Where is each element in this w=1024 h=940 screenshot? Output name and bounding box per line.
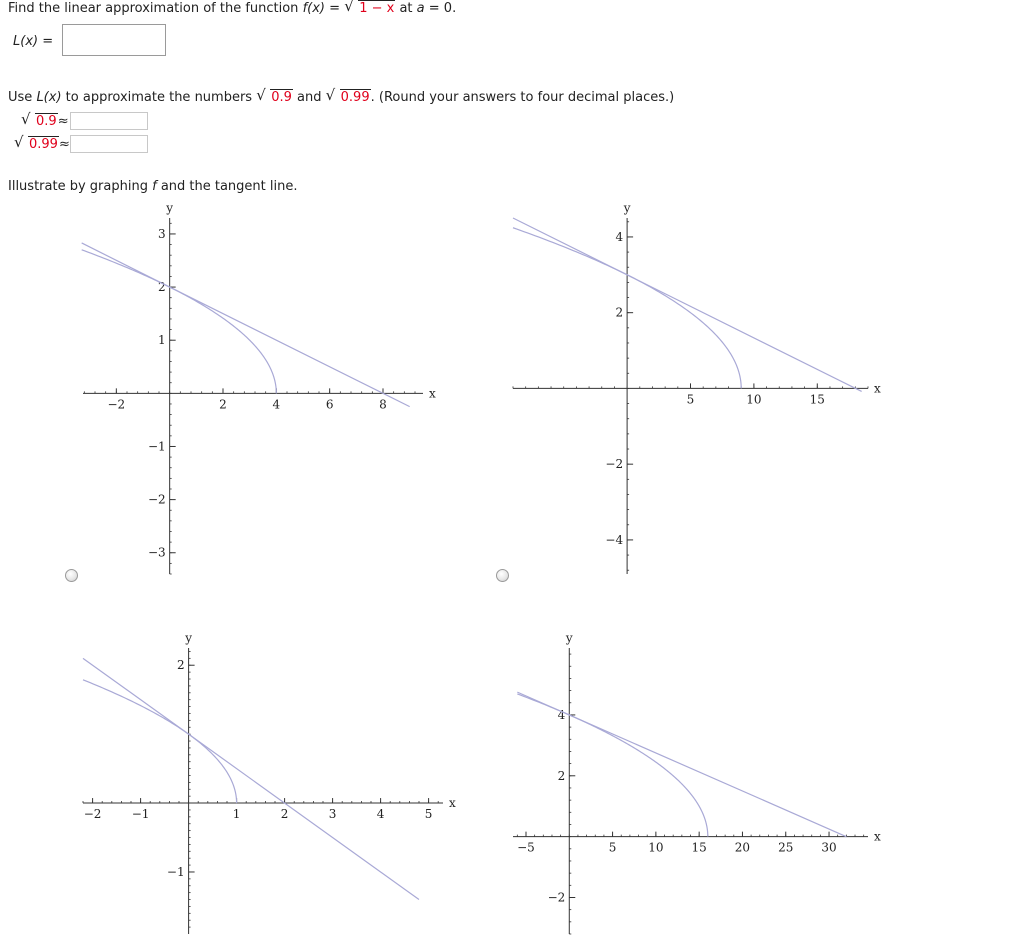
- x-tick-label: −1: [131, 807, 150, 822]
- use-num-1: 0.9: [271, 90, 292, 105]
- x-tick-label: −5: [517, 840, 535, 855]
- approx-radicand-2: 0.99: [29, 137, 58, 152]
- use-sqrt-2: √ 0.99: [325, 86, 370, 105]
- approx-input-1[interactable]: [70, 112, 148, 130]
- y-tick-label: 2: [615, 305, 624, 320]
- y-axis-label: y: [166, 201, 174, 215]
- equals-sign: =: [329, 1, 341, 16]
- y-tick-label: 1: [158, 333, 166, 348]
- x-tick-label: 4: [376, 807, 385, 822]
- x-tick-label: 6: [325, 397, 334, 412]
- question-line: [8, 0, 456, 16]
- tangent-line: [83, 658, 419, 899]
- use-sqrt-1: √ 0.9: [256, 86, 292, 105]
- approx-input-2[interactable]: [70, 135, 148, 153]
- y-tick-label: −1: [166, 864, 185, 879]
- function-curve: [517, 694, 707, 837]
- y-axis-label: y: [565, 631, 573, 645]
- use-suffix: . (Round your answers to four decimal places.): [370, 90, 675, 105]
- lx-label-row: [13, 34, 53, 49]
- function-curve: [83, 680, 237, 803]
- y-tick-label: 2: [158, 280, 166, 295]
- lx-label: L(x): [13, 34, 39, 49]
- use-prefix: Use: [8, 90, 33, 105]
- x-tick-label: 8: [379, 397, 387, 412]
- x-axis-label: x: [429, 386, 436, 401]
- x-tick-label: −2: [107, 397, 126, 412]
- y-tick-label: −1: [147, 439, 166, 454]
- graph-option-4: [505, 628, 890, 940]
- function-radicand: 1 − x: [359, 1, 395, 16]
- illustrate-f: f: [152, 179, 157, 194]
- x-tick-label: −2: [83, 807, 102, 822]
- x-tick-label: 25: [778, 840, 794, 855]
- x-tick-label: 2: [280, 807, 289, 822]
- y-tick-label: −4: [605, 532, 624, 547]
- use-num-2: 0.99: [340, 90, 370, 105]
- tangent-line: [82, 243, 410, 407]
- y-tick-label: 4: [557, 707, 566, 722]
- y-tick-label: −3: [147, 545, 166, 560]
- x-axis-label: x: [874, 829, 881, 844]
- y-tick-label: −2: [147, 492, 166, 507]
- approx-row-1: [21, 110, 69, 129]
- use-lx: L(x): [36, 90, 62, 105]
- illustrate-text-2: and the tangent line.: [160, 179, 298, 194]
- y-axis-label: y: [185, 631, 192, 645]
- tangent-line: [517, 692, 846, 837]
- x-axis-label: x: [449, 796, 456, 811]
- graph-option-3: [75, 628, 465, 940]
- approx-symbol-2: ≈: [58, 137, 70, 152]
- approx-sqrt-2: √ 0.99: [14, 133, 58, 152]
- approx-radicand-1: 0.9: [36, 114, 57, 129]
- x-tick-label: 1: [232, 807, 241, 822]
- approx-row-2: [14, 133, 70, 152]
- lx-answer-input[interactable]: [62, 24, 166, 56]
- y-axis-label: y: [623, 201, 631, 215]
- illustrate-line: [8, 179, 297, 194]
- a-value: = 0.: [428, 1, 457, 16]
- function-curve: [82, 250, 277, 394]
- x-tick-label: 5: [608, 840, 617, 855]
- question-intro: Find the linear approximation of the function: [8, 1, 299, 16]
- lx-equals: =: [42, 34, 54, 49]
- use-text: to approximate the numbers: [65, 90, 253, 105]
- x-tick-label: 3: [328, 807, 337, 822]
- x-tick-label: 5: [424, 807, 433, 822]
- x-tick-label: 15: [809, 392, 825, 407]
- a-variable: a: [416, 1, 425, 16]
- x-tick-label: 15: [691, 840, 707, 855]
- x-tick-label: 30: [821, 840, 837, 855]
- x-tick-label: 10: [648, 840, 664, 855]
- y-tick-label: 4: [615, 229, 624, 244]
- x-tick-label: 5: [686, 392, 695, 407]
- y-tick-label: −2: [605, 457, 624, 472]
- illustrate-text-1: Illustrate by graphing: [8, 179, 148, 194]
- y-tick-label: 3: [158, 226, 166, 241]
- y-tick-label: −2: [547, 890, 566, 905]
- use-and: and: [297, 90, 322, 105]
- x-tick-label: 2: [219, 397, 227, 412]
- x-axis-label: x: [874, 381, 881, 396]
- function-sqrt: √ 1 − x: [344, 0, 395, 16]
- graph-option-2: [505, 198, 890, 580]
- function-name: f(x): [302, 1, 325, 16]
- tangent-line: [513, 218, 862, 391]
- x-tick-label: 10: [746, 392, 762, 407]
- approx-sqrt-1: √ 0.9: [21, 110, 57, 129]
- at-text: at: [399, 1, 413, 16]
- graph-option-1: [75, 198, 445, 580]
- use-line: [8, 86, 675, 105]
- x-tick-label: 4: [272, 397, 281, 412]
- y-tick-label: 2: [557, 768, 566, 783]
- x-tick-label: 20: [734, 840, 751, 855]
- y-tick-label: 2: [176, 658, 185, 673]
- approx-symbol-1: ≈: [57, 114, 69, 129]
